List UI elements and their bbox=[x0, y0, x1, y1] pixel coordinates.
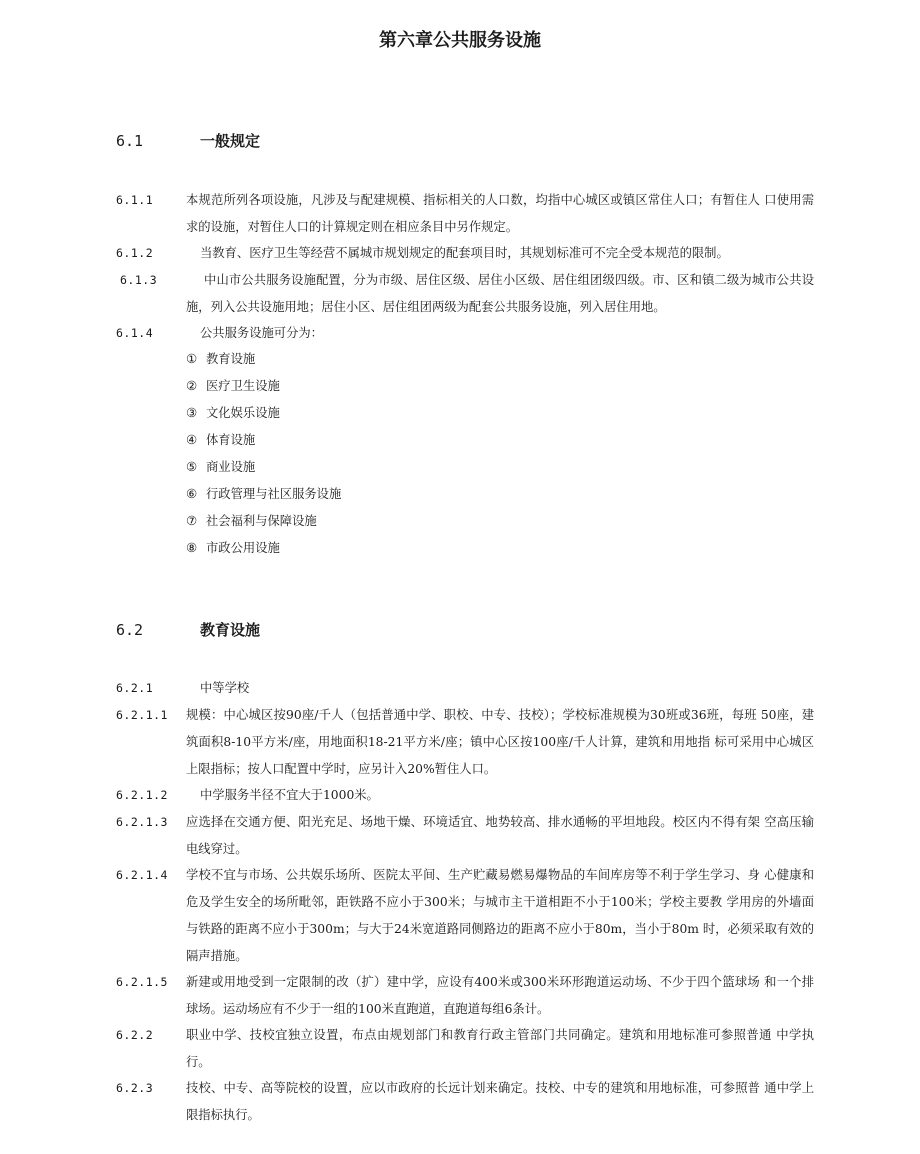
clause-number: 6.2.1.1 bbox=[116, 708, 168, 722]
clause-number: 6.1.1 bbox=[116, 193, 154, 207]
clause-6-1-4 bbox=[116, 320, 816, 347]
list-item: ⑥ 行政管理与社区服务设施 bbox=[186, 487, 342, 501]
clause-text: 本规范所列各项设施，凡涉及与配建规模、指标相关的人口数，均指中心城区或镇区常住人口；有暂住人 口使用需求的设施，对暂住人口的计算规定则在相应条目中另作规定。 bbox=[186, 193, 814, 234]
clause-text: 中山市公共服务设施配置，分为市级、居住区级、居住小区级、居住组团级四级。市、区和镇二级为城市公共设施，列入公共设施用地；居住小区、居住组团两级为配套公共服务设施，列入居住用地。 bbox=[186, 273, 814, 314]
list-item: ④ 体育设施 bbox=[186, 433, 256, 447]
clause-6-2-1-3 bbox=[116, 809, 816, 863]
list-item: ② 医疗卫生设施 bbox=[186, 379, 280, 393]
clause-text: 规模：中心城区按90座/千人（包括普通中学、职校、中专、技校）；学校标准规模为30班或36班，每班 50座，建筑面积8-10平方米/座，用地面积18-21平方米/座；镇中心区按100座/千人计算，建筑和用地指 标可采用中心城区上限指标；按人口配置中学时，应另计入20%暂住人口。 bbox=[186, 708, 814, 776]
clause-6-2-3 bbox=[116, 1075, 816, 1129]
clause-6-1-2 bbox=[116, 240, 816, 267]
clause-text: 职业中学、技校宜独立设置，布点由规划部门和教育行政主管部门共同确定。建筑和用地标准可参照普通 中学执行。 bbox=[186, 1028, 814, 1069]
clause-text: 新建或用地受到一定限制的改（扩）建中学，应设有400米或300米环形跑道运动场、不少于四个篮球场 和一个排球场。运动场应有不少于一组的100米直跑道，直跑道每组6条计。 bbox=[186, 975, 814, 1016]
clause-number: 6.1.4 bbox=[116, 326, 154, 340]
section-name: 教育设施 bbox=[200, 621, 261, 639]
clause-text: 技校、中专、高等院校的设置，应以市政府的长远计划来确定。技校、中专的建筑和用地标准，可参照普 通中学上限指标执行。 bbox=[186, 1081, 814, 1122]
list-item: ⑦ 社会福利与保障设施 bbox=[186, 514, 317, 528]
clause-number: 6.1.2 bbox=[116, 246, 154, 260]
clause-text: 应选择在交通方便、阳光充足、场地干燥、环境适宜、地势较高、排水通畅的平坦地段。校区内不得有架 空高压输电线穿过。 bbox=[186, 815, 814, 856]
clause-text: 学校不宜与市场、公共娱乐场所、医院太平间、生产贮藏易燃易爆物品的车间库房等不利于学生学习、身 心健康和危及学生安全的场所毗邻，距铁路不应小于300米；与城市主干道相距不小于100米；学校主要教 学用房的外墙面与铁路的距离不应小于300m；与大于24米宽道路同侧路边的距离不应小于80m，当小于80m 时，必须采取有效的隔声措施。 bbox=[186, 868, 814, 963]
list-item: ① 教育设施 bbox=[186, 352, 256, 366]
clause-6-2-1-2 bbox=[116, 782, 816, 809]
clause-6-2-2 bbox=[116, 1022, 816, 1076]
clause-6-1-3 bbox=[116, 267, 816, 321]
clause-text: 公共服务设施可分为： bbox=[200, 326, 323, 340]
list-item: ③ 文化娱乐设施 bbox=[186, 406, 280, 420]
section-heading-6-1 bbox=[116, 130, 260, 151]
clause-6-2-1-5 bbox=[116, 969, 816, 1023]
clause-number: 6.2.1.4 bbox=[116, 868, 168, 882]
section-number: 6.2 bbox=[116, 621, 144, 639]
clause-6-2-1 bbox=[116, 675, 816, 702]
list-item: ⑤ 商业设施 bbox=[186, 460, 256, 474]
clause-number: 6.2.1.5 bbox=[116, 975, 168, 989]
clause-6-2-1-4 bbox=[116, 862, 816, 970]
section-heading-6-2 bbox=[116, 619, 260, 640]
clause-text: 中学服务半径不宜大于1000米。 bbox=[200, 788, 379, 802]
facility-category-list bbox=[186, 346, 341, 562]
clause-6-1-1 bbox=[116, 187, 816, 241]
clause-number: 6.1.3 bbox=[120, 273, 158, 287]
clause-number: 6.2.2 bbox=[116, 1028, 154, 1042]
list-item: ⑧ 市政公用设施 bbox=[186, 541, 280, 555]
section-name: 一般规定 bbox=[200, 132, 261, 150]
clause-number: 6.2.3 bbox=[116, 1081, 154, 1095]
clause-6-2-1-1 bbox=[116, 702, 816, 783]
clause-number: 6.2.1.2 bbox=[116, 788, 168, 802]
chapter-title: 第六章公共服务设施 bbox=[379, 30, 541, 51]
clause-text: 当教育、医疗卫生等经营不属城市规划规定的配套项目时，其规划标准可不完全受本规范的限制。 bbox=[200, 246, 729, 260]
clause-number: 6.2.1 bbox=[116, 681, 154, 695]
section-number: 6.1 bbox=[116, 132, 144, 150]
clause-text: 中等学校 bbox=[200, 681, 250, 695]
clause-number: 6.2.1.3 bbox=[116, 815, 168, 829]
